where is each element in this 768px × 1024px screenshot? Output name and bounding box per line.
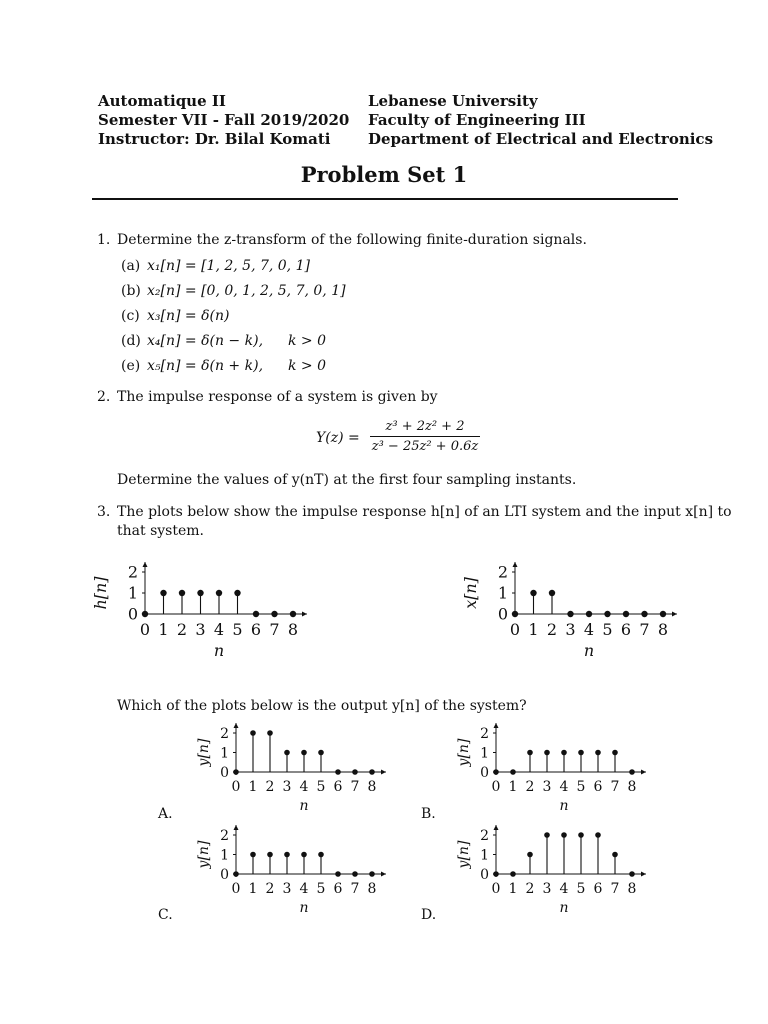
x-tick-label: 3 xyxy=(282,881,292,897)
stem-marker xyxy=(578,750,584,756)
x-tick-label: 0 xyxy=(231,881,241,897)
x-tick-label: 3 xyxy=(282,779,292,795)
x-tick-label: 5 xyxy=(576,881,586,897)
stem-marker xyxy=(544,750,550,756)
x-tick-label: 5 xyxy=(232,620,243,639)
plot-option-b xyxy=(450,720,650,816)
stem-marker xyxy=(369,871,375,877)
x-tick-label: 1 xyxy=(248,881,258,897)
x-axis-label: n xyxy=(299,900,309,916)
p1-item-d-condition: k > 0 xyxy=(288,333,327,349)
y-axis-label: y[n] xyxy=(456,738,472,767)
stem-marker xyxy=(660,611,666,617)
x-tick-label: 6 xyxy=(333,881,343,897)
stem-marker xyxy=(544,832,550,838)
y-tick-label: 1 xyxy=(127,583,138,603)
x-tick-label: 1 xyxy=(508,881,518,897)
x-tick-label: 1 xyxy=(248,779,258,795)
x-axis-arrow xyxy=(381,770,386,775)
p1-item-d-expr: x₄[n] = δ(n − k), xyxy=(147,333,264,349)
stem-marker xyxy=(493,769,499,775)
y-tick-label: 2 xyxy=(497,562,508,582)
stem-marker xyxy=(369,769,375,775)
x-tick-label: 8 xyxy=(367,881,377,897)
x-tick-label: 3 xyxy=(195,620,206,639)
option-c-label[interactable]: C. xyxy=(158,907,173,923)
plot-option-a xyxy=(190,720,390,816)
stem-marker xyxy=(335,769,341,775)
x-tick-label: 7 xyxy=(610,881,620,897)
stem-marker xyxy=(267,730,273,736)
x-tick-label: 7 xyxy=(350,779,360,795)
y-tick-label: 0 xyxy=(220,866,229,883)
p1-item-a-expr: x₁[n] = [1, 2, 5, 7, 0, 1] xyxy=(147,258,310,274)
plot-option-c xyxy=(190,822,390,918)
x-tick-label: 8 xyxy=(287,620,299,639)
option-d-label[interactable]: D. xyxy=(421,907,437,923)
x-tick-label: 0 xyxy=(491,779,501,795)
department: Department of Electrical and Electronics xyxy=(368,130,714,148)
stem-marker xyxy=(216,590,222,596)
stem-marker xyxy=(318,852,324,858)
y-axis-label: x[n] xyxy=(461,577,480,609)
stem-marker xyxy=(578,832,584,838)
stem-marker xyxy=(290,611,296,617)
instructor: Instructor: Dr. Bilal Komati xyxy=(98,130,331,148)
page-title: Problem Set 1 xyxy=(300,162,468,187)
x-tick-label: 4 xyxy=(299,881,309,897)
x-tick-label: 2 xyxy=(176,620,188,639)
stem-marker xyxy=(530,590,536,596)
y-axis-label: y[n] xyxy=(456,840,472,869)
option-b-label[interactable]: B. xyxy=(421,806,436,822)
problem-3-question: Which of the plots below is the output y[n] of the system? xyxy=(117,698,527,714)
y-tick-label: 0 xyxy=(497,604,508,624)
stem-marker xyxy=(612,750,618,756)
stem-marker xyxy=(253,611,259,617)
stem-marker xyxy=(142,611,148,617)
stem-marker xyxy=(641,611,647,617)
stem-marker xyxy=(512,611,518,617)
stem-marker xyxy=(510,769,516,775)
y-axis-arrow xyxy=(513,562,518,567)
y-tick-label: 0 xyxy=(220,764,229,781)
y-tick-label: 1 xyxy=(220,745,229,762)
x-tick-label: 6 xyxy=(593,881,603,897)
p1-item-a-label: (a) xyxy=(121,258,141,274)
stem-marker xyxy=(549,590,555,596)
p1-item-b-expr: x₂[n] = [0, 0, 1, 2, 5, 7, 0, 1] xyxy=(147,283,346,299)
semester: Semester VII - Fall 2019/2020 xyxy=(98,111,350,129)
course-info xyxy=(98,92,349,149)
x-tick-label: 3 xyxy=(542,779,552,795)
y-axis-label: y[n] xyxy=(196,840,212,869)
x-axis-arrow xyxy=(641,770,646,775)
x-tick-label: 0 xyxy=(491,881,501,897)
stem-marker xyxy=(352,769,358,775)
y-axis-label: h[n] xyxy=(91,576,110,610)
x-tick-label: 8 xyxy=(627,779,637,795)
x-tick-label: 7 xyxy=(639,620,650,639)
x-axis-label: n xyxy=(299,798,309,814)
x-tick-label: 2 xyxy=(546,620,558,639)
stem-marker xyxy=(527,750,533,756)
x-axis-label: n xyxy=(213,641,225,660)
x-tick-label: 8 xyxy=(367,779,377,795)
p2-equation-lhs: Y(z) = xyxy=(316,430,360,446)
problem-2-number: 2. xyxy=(97,389,111,405)
p1-item-d-label: (d) xyxy=(121,333,141,349)
y-tick-label: 2 xyxy=(127,562,138,582)
y-tick-label: 0 xyxy=(480,764,489,781)
p1-item-c-expr: x₃[n] = δ(n) xyxy=(147,308,230,324)
x-tick-label: 2 xyxy=(525,881,535,897)
stem-marker xyxy=(561,750,567,756)
x-tick-label: 8 xyxy=(627,881,637,897)
x-tick-label: 2 xyxy=(525,779,535,795)
y-axis-arrow xyxy=(143,562,148,567)
y-tick-label: 1 xyxy=(220,847,229,864)
stem-marker xyxy=(352,871,358,877)
x-axis-label: n xyxy=(559,798,569,814)
stem-marker xyxy=(250,852,256,858)
stem-marker xyxy=(233,871,239,877)
stem-marker xyxy=(612,852,618,858)
problem-3-text-line2: that system. xyxy=(117,523,204,539)
problem-1-number: 1. xyxy=(97,232,111,248)
x-tick-label: 2 xyxy=(265,779,275,795)
x-tick-label: 5 xyxy=(602,620,613,639)
p2-numerator: z³ + 2z² + 2 xyxy=(370,419,480,437)
p1-item-e-condition: k > 0 xyxy=(288,358,327,374)
x-tick-label: 5 xyxy=(316,881,326,897)
stem-marker xyxy=(234,590,240,596)
x-tick-label: 4 xyxy=(299,779,309,795)
x-tick-label: 5 xyxy=(576,779,586,795)
x-axis-label: n xyxy=(559,900,569,916)
p1-item-e-label: (e) xyxy=(121,358,141,374)
y-axis-arrow xyxy=(494,723,499,728)
x-axis-arrow xyxy=(672,612,677,617)
stem-marker xyxy=(335,871,341,877)
plot-option-d xyxy=(450,822,650,918)
stem-marker xyxy=(595,750,601,756)
stem-marker xyxy=(567,611,573,617)
y-tick-label: 2 xyxy=(480,725,489,742)
p1-item-e-expr: x₅[n] = δ(n + k), xyxy=(147,358,264,374)
x-tick-label: 8 xyxy=(657,620,669,639)
x-tick-label: 1 xyxy=(528,620,539,639)
y-axis-arrow xyxy=(234,825,239,830)
x-axis-arrow xyxy=(302,612,307,617)
stem-marker xyxy=(233,769,239,775)
x-tick-label: 1 xyxy=(158,620,169,639)
stem-marker xyxy=(197,590,203,596)
x-tick-label: 5 xyxy=(316,779,326,795)
stem-marker xyxy=(561,832,567,838)
stem-marker xyxy=(271,611,277,617)
p2-fraction xyxy=(370,419,480,454)
y-tick-label: 1 xyxy=(480,745,489,762)
stem-marker xyxy=(250,730,256,736)
x-axis-label: n xyxy=(583,641,595,660)
stem-marker xyxy=(595,832,601,838)
problem-2-text: The impulse response of a system is given by xyxy=(117,389,438,405)
stem-marker xyxy=(604,611,610,617)
y-tick-label: 2 xyxy=(220,827,229,844)
x-tick-label: 3 xyxy=(565,620,576,639)
stem-marker xyxy=(527,852,533,858)
problem-1-text: Determine the z-transform of the following finite-duration signals. xyxy=(117,232,587,248)
stem-marker xyxy=(267,852,273,858)
x-tick-label: 2 xyxy=(265,881,275,897)
x-tick-label: 4 xyxy=(559,881,569,897)
x-tick-label: 1 xyxy=(508,779,518,795)
p2-denominator: z³ − 25z² + 0.6z xyxy=(371,439,479,454)
plot-h xyxy=(90,556,320,664)
stem-marker xyxy=(629,871,635,877)
institution-info xyxy=(368,92,713,149)
plot-x xyxy=(460,556,690,664)
x-tick-label: 7 xyxy=(350,881,360,897)
x-tick-label: 4 xyxy=(583,620,595,639)
x-tick-label: 6 xyxy=(593,779,603,795)
y-axis-arrow xyxy=(234,723,239,728)
y-tick-label: 2 xyxy=(220,725,229,742)
y-tick-label: 0 xyxy=(127,604,138,624)
stem-marker xyxy=(284,750,290,756)
p1-item-c-label: (c) xyxy=(121,308,140,324)
x-tick-label: 6 xyxy=(250,620,262,639)
x-tick-label: 4 xyxy=(559,779,569,795)
stem-marker xyxy=(586,611,592,617)
stem-marker xyxy=(493,871,499,877)
stem-marker xyxy=(629,769,635,775)
x-tick-label: 0 xyxy=(231,779,241,795)
x-tick-label: 6 xyxy=(620,620,632,639)
stem-marker xyxy=(160,590,166,596)
y-tick-label: 0 xyxy=(480,866,489,883)
problem-2-question: Determine the values of y(nT) at the first four sampling instants. xyxy=(117,472,577,488)
faculty: Faculty of Engineering III xyxy=(368,111,586,129)
y-tick-label: 1 xyxy=(497,583,508,603)
stem-marker xyxy=(301,750,307,756)
x-tick-label: 7 xyxy=(269,620,280,639)
p1-item-b-label: (b) xyxy=(121,283,141,299)
stem-marker xyxy=(179,590,185,596)
stem-marker xyxy=(623,611,629,617)
title-divider xyxy=(92,198,678,200)
x-tick-label: 7 xyxy=(610,779,620,795)
y-axis-arrow xyxy=(494,825,499,830)
stem-marker xyxy=(510,871,516,877)
stem-marker xyxy=(284,852,290,858)
y-tick-label: 1 xyxy=(480,847,489,864)
stem-marker xyxy=(301,852,307,858)
option-a-label[interactable]: A. xyxy=(158,806,173,822)
x-axis-arrow xyxy=(381,872,386,877)
x-tick-label: 0 xyxy=(509,620,521,639)
stem-marker xyxy=(318,750,324,756)
course-name: Automatique II xyxy=(98,92,226,110)
university: Lebanese University xyxy=(368,92,538,110)
x-tick-label: 4 xyxy=(213,620,225,639)
x-tick-label: 6 xyxy=(333,779,343,795)
x-tick-label: 0 xyxy=(139,620,151,639)
x-tick-label: 3 xyxy=(542,881,552,897)
problem-3-text-line1: The plots below show the impulse response h[n] of an LTI system and the input x[n] to xyxy=(117,504,732,520)
problem-3-number: 3. xyxy=(97,504,111,520)
x-axis-arrow xyxy=(641,872,646,877)
y-tick-label: 2 xyxy=(480,827,489,844)
y-axis-label: y[n] xyxy=(196,738,212,767)
